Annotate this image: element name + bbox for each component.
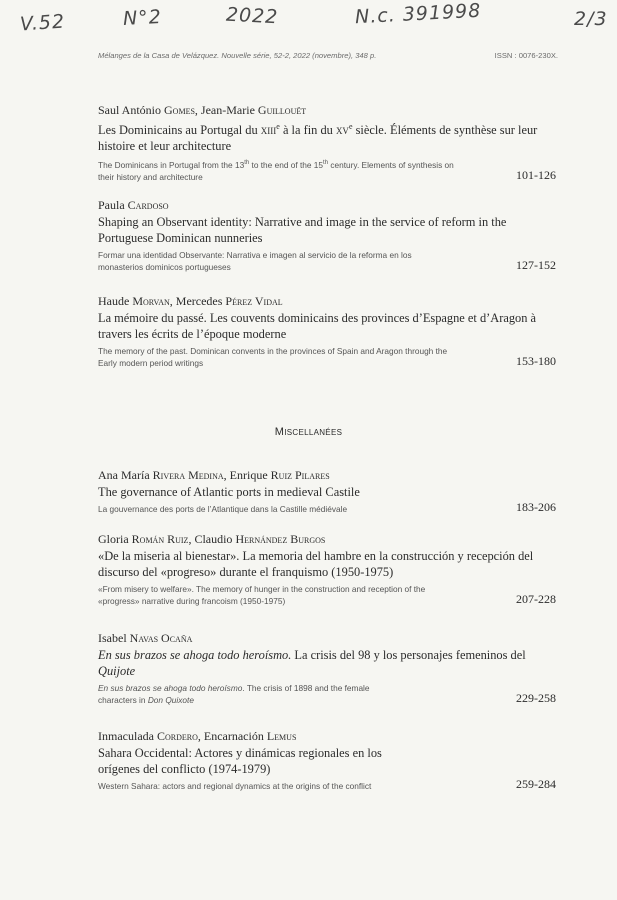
entry-translation: The memory of the past. Dominican convents in the provinces of Spain and Aragon through the Early modern period writings xyxy=(98,346,448,368)
toc-entry xyxy=(98,631,556,706)
journal-header xyxy=(98,51,558,60)
entry-pages: 153-180 xyxy=(516,354,556,368)
entry-title: En sus brazos se ahoga todo heroísmo. La crisis del 98 y los personajes femeninos del Quijote xyxy=(98,648,526,678)
entry-authors: Ana María Rivera Medina, Enrique Ruiz Pilares xyxy=(98,468,330,482)
entry-pages: 259-284 xyxy=(516,777,556,791)
entry-pages: 207-228 xyxy=(516,592,556,606)
handwritten-year: 2022 xyxy=(225,3,279,29)
entry-title: «De la miseria al bienestar». La memoria del hambre en la construcción y recepción del discurso del «progreso» durante el franquismo (1950-1975) xyxy=(98,549,534,579)
journal-issn: ISSN : 0076-230X. xyxy=(494,51,558,60)
entry-title: La mémoire du passé. Les couvents dominicains des provinces d’Espagne et d’Aragon à travers les écrits de l’époque moderne xyxy=(98,311,537,341)
entry-pages: 127-152 xyxy=(516,258,556,272)
entry-translation: The Dominicans in Portugal from the 13th to the end of the 15th century. Elements of synthesis on their history and architecture xyxy=(98,159,454,182)
toc-entry xyxy=(98,468,556,515)
entry-pages: 183-206 xyxy=(516,500,556,514)
toc-entry xyxy=(98,294,556,369)
entry-translation: Western Sahara: actors and regional dynamics at the origins of the conflict xyxy=(98,781,372,791)
section-heading: Miscellanées xyxy=(274,426,343,438)
entry-translation: En sus brazos se ahoga todo heroísmo. The crisis of 1898 and the female characters in Don Quixote xyxy=(98,683,370,705)
handwritten-volume: V.52 xyxy=(19,10,66,36)
entry-authors: Gloria Román Ruiz, Claudio Hernández Burgos xyxy=(98,532,326,546)
toc-entry xyxy=(98,532,556,607)
entry-title: Shaping an Observant identity: Narrative and image in the service of reform in the Portuguese Dominican nunneries xyxy=(98,215,507,245)
entry-authors: Inmaculada Cordero, Encarnación Lemus xyxy=(98,729,297,743)
handwritten-record-number: N.c. 391998 xyxy=(354,0,482,29)
toc-entry xyxy=(98,729,556,792)
entry-authors: Haude Morvan, Mercedes Pérez Vidal xyxy=(98,294,283,308)
handwritten-page: 2/3 xyxy=(574,8,608,30)
handwritten-number: N°2 xyxy=(122,5,163,31)
entry-authors: Saul António Gomes, Jean-Marie Guillouët xyxy=(98,103,307,117)
toc-entry xyxy=(98,198,556,273)
handwritten-annotations xyxy=(0,0,617,40)
entry-pages: 101-126 xyxy=(516,167,556,182)
journal-citation: Mélanges de la Casa de Velázquez. Nouvelle série, 52-2, 2022 (novembre), 348 p. xyxy=(98,51,377,60)
entry-pages: 229-258 xyxy=(516,691,556,705)
entry-title: The governance of Atlantic ports in medieval Castile xyxy=(98,485,360,499)
toc-entry xyxy=(98,103,556,183)
entry-title: Sahara Occidental: Actores y dinámicas regionales en los orígenes del conflicto (1974-1979) xyxy=(98,746,382,776)
entry-translation: Formar una identidad Observante: Narrativa e imagen al servicio de la reforma en los monasterios dominicos portugueses xyxy=(98,250,412,272)
entry-translation: «From misery to welfare». The memory of hunger in the construction and reception of the «progress» narrative during francoism (1950-1975) xyxy=(98,584,426,606)
entry-translation: La gouvernance des ports de l’Atlantique dans la Castille médiévale xyxy=(98,504,348,514)
entry-authors: Isabel Navas Ocaña xyxy=(98,631,193,645)
entry-title: Les Dominicains au Portugal du xiii$^e$ à la fin du $xv^e$ siècle. Éléments de synthèse sur leur histoire et leur architecture xyxy=(98,122,538,154)
entry-authors: Paula Cardoso xyxy=(98,198,169,212)
